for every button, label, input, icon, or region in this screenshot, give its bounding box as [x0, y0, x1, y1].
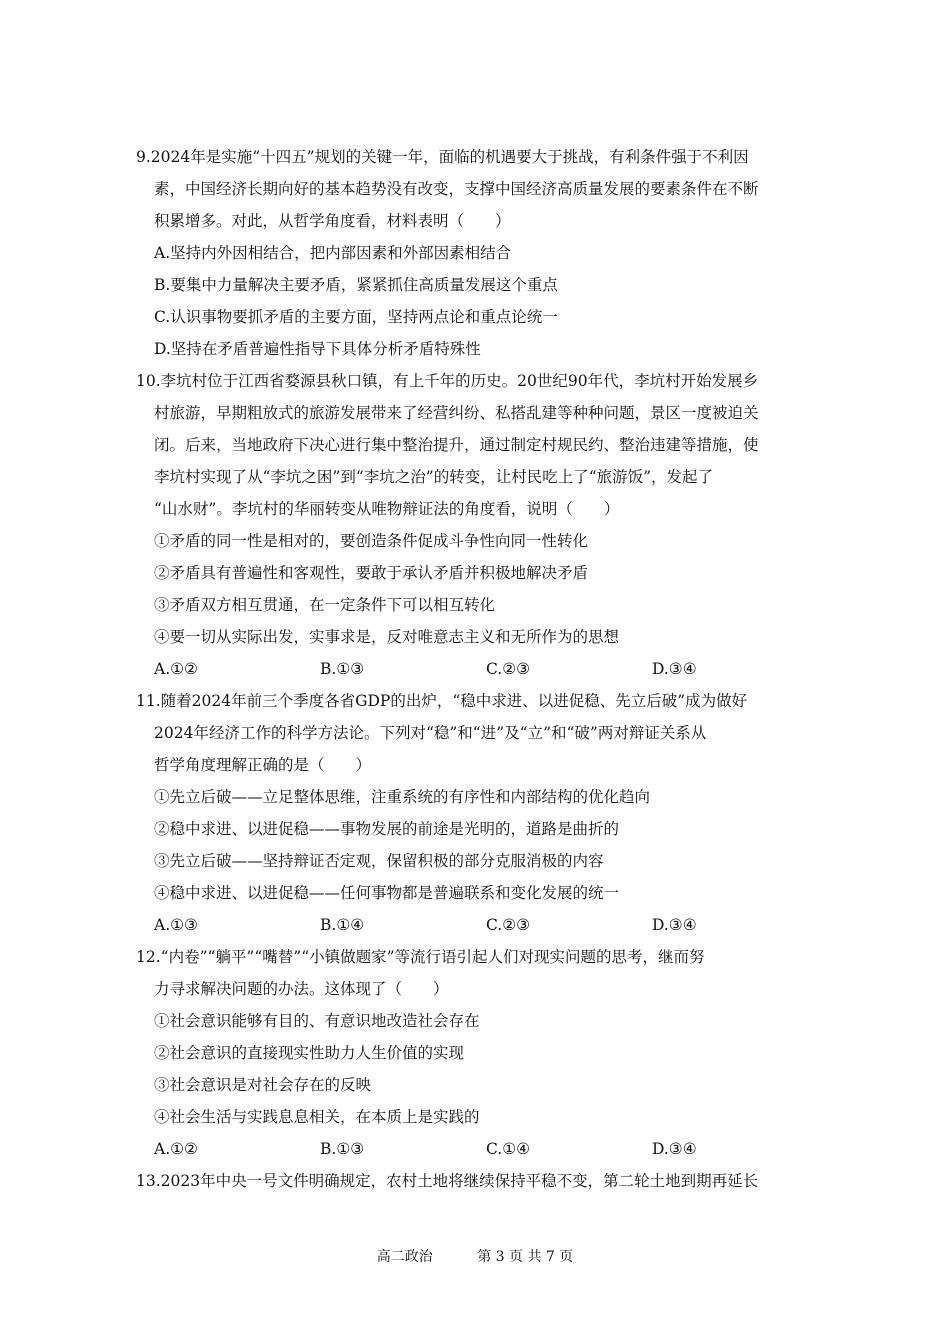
question-list: [136, 141, 826, 1197]
question-stem-line: 闭。后来，当地政府下决心进行集中整治提升，通过制定村规民约、整治违建等措施，使: [154, 436, 759, 454]
option-a: A.坚持内外因相结合，把内部因素和外部因素相结合: [154, 244, 512, 262]
choice-d: D.③④: [652, 916, 697, 934]
choice-b: B.①④: [320, 916, 365, 934]
question-stem-line: 村旅游，早期粗放式的旅游发展带来了经营纠纷、私搭乱建等种种问题，景区一度被迫关: [154, 404, 759, 422]
choice-c: C.②③: [486, 916, 531, 934]
question-stem-line: 12.“内卷”“躺平”“嘴替”“小镇做题家”等流行语引起人们对现实问题的思考，继而努: [136, 948, 705, 966]
statement-4: ④要一切从实际出发，实事求是，反对唯意志主义和无所作为的思想: [154, 628, 620, 646]
choice-a: A.①②: [154, 1140, 198, 1158]
answer-choices: [136, 909, 826, 941]
option-d: D.坚持在矛盾普遍性指导下具体分析矛盾特殊性: [154, 340, 481, 358]
question-stem-line: 9.2024年是实施“十四五”规划的关键一年，面临的机遇要大于挑战，有利条件强于不利因: [136, 148, 749, 166]
question-stem-line: 素，中国经济长期向好的基本趋势没有改变，支撑中国经济高质量发展的要素条件在不断: [154, 180, 759, 198]
statement-1: ①社会意识能够有目的、有意识地改造社会存在: [154, 1012, 480, 1030]
choice-a: A.①②: [154, 660, 198, 678]
question-stem-line: 11.随着2024年前三个季度各省GDP的出炉，“稳中求进、以进促稳、先立后破”成为做好: [136, 692, 748, 710]
choice-c: C.①④: [486, 1140, 531, 1158]
statement-3: ③先立后破——坚持辩证否定观，保留积极的部分克服消极的内容: [154, 852, 604, 870]
question-9: [136, 141, 826, 365]
answer-choices: [136, 653, 826, 685]
statement-2: ②矛盾具有普遍性和客观性，要敢于承认矛盾并积极地解决矛盾: [154, 564, 589, 582]
statement-3: ③社会意识是对社会存在的反映: [154, 1076, 372, 1094]
choice-b: B.①③: [320, 660, 365, 678]
choice-d: D.③④: [652, 1140, 697, 1158]
choice-a: A.①③: [154, 916, 198, 934]
question-stem-line: “山水财”。李坑村的华丽转变从唯物辩证法的角度看，说明（ ）: [154, 500, 620, 518]
question-stem-line: 13.2023年中央一号文件明确规定，农村土地将继续保持平稳不变，第二轮土地到期再延长: [136, 1172, 759, 1190]
choice-b: B.①③: [320, 1140, 365, 1158]
option-b: B.要集中力量解决主要矛盾，紧紧抓住高质量发展这个重点: [154, 276, 558, 294]
page-footer: [0, 1246, 950, 1266]
statement-1: ①先立后破——立足整体思维，注重系统的有序性和内部结构的优化趋向: [154, 788, 651, 806]
statement-4: ④社会生活与实践息息相关，在本质上是实践的: [154, 1108, 480, 1126]
statement-2: ②稳中求进、以进促稳——事物发展的前途是光明的，道路是曲折的: [154, 820, 620, 838]
choice-d: D.③④: [652, 660, 697, 678]
footer-page-number: 第 3 页 共 7 页: [477, 1249, 574, 1265]
question-stem-line: 积累增多。对此，从哲学角度看，材料表明（ ）: [154, 212, 511, 230]
question-stem-line: 力寻求解决问题的办法。这体现了（ ）: [154, 980, 449, 998]
statement-1: ①矛盾的同一性是相对的，要创造条件促成斗争性向同一性转化: [154, 532, 589, 550]
question-stem-line: 10.李坑村位于江西省婺源县秋口镇，有上千年的历史。20世纪90年代，李坑村开始发展乡: [136, 372, 759, 390]
question-10: [136, 365, 826, 685]
question-13: [136, 1165, 826, 1197]
statement-4: ④稳中求进、以进促稳——任何事物都是普遍联系和变化发展的统一: [154, 884, 620, 902]
statement-2: ②社会意识的直接现实性助力人生价值的实现: [154, 1044, 465, 1062]
answer-choices: [136, 1133, 826, 1165]
choice-c: C.②③: [486, 660, 531, 678]
question-stem-line: 哲学角度理解正确的是（ ）: [154, 756, 372, 774]
footer-subject: 高二政治: [376, 1249, 433, 1265]
statement-3: ③矛盾双方相互贯通，在一定条件下可以相互转化: [154, 596, 496, 614]
question-stem-line: 李坑村实现了从“李坑之困”到“李坑之治”的转变，让村民吃上了“旅游饭”，发起了: [154, 468, 714, 486]
question-11: [136, 685, 826, 941]
option-c: C.认识事物要抓矛盾的主要方面，坚持两点论和重点论统一: [154, 308, 558, 326]
question-stem-line: 2024年经济工作的科学方法论。下列对“稳”和“进”及“立”和“破”两对辩证关系从: [154, 724, 707, 742]
question-12: [136, 941, 826, 1165]
